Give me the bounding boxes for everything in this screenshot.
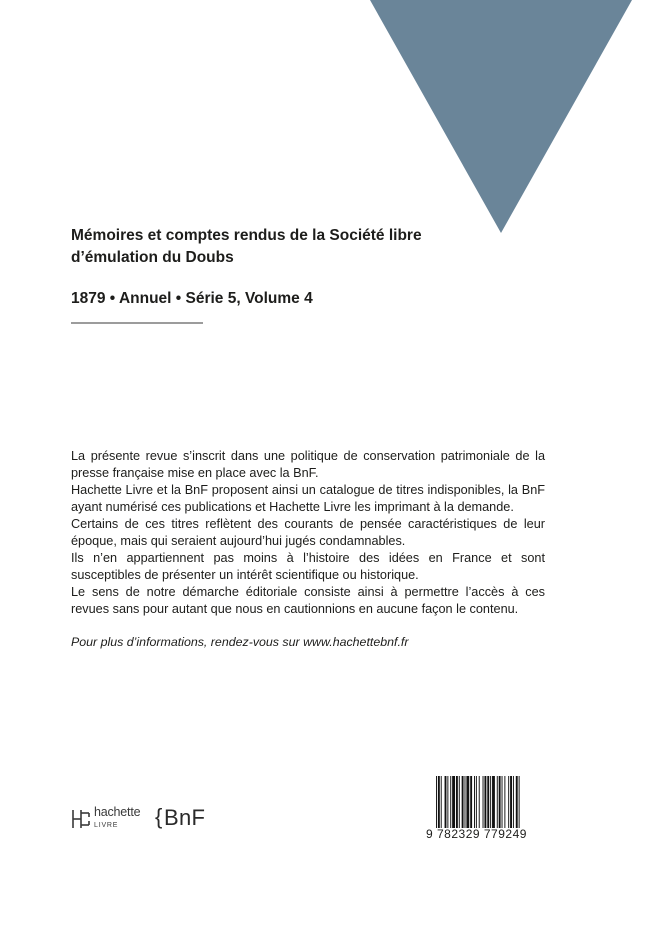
barcode-bar <box>508 776 509 828</box>
barcode-bar <box>499 776 501 828</box>
body-text <box>71 448 545 618</box>
barcode-bar <box>462 776 464 828</box>
issue-subtitle: 1879 • Annuel • Série 5, Volume 4 <box>71 290 313 307</box>
title-line-2: d’émulation du Doubs <box>71 249 234 266</box>
paragraph-1: La présente revue s’inscrit dans une politique de conservation patrimoniale de la presse française mise en place avec la BnF. <box>71 449 545 480</box>
barcode-bar <box>487 776 489 828</box>
barcode-bar <box>519 776 520 828</box>
decorative-triangle <box>370 0 632 233</box>
barcode-bar <box>450 776 451 828</box>
barcode-bar <box>452 776 455 828</box>
isbn-barcode <box>426 776 544 844</box>
barcode-bar <box>483 776 484 828</box>
paragraph-3: Certains de ces titres reflètent des courants de pensée caractéristiques de leur époque, mais qui seraient aujourd’hui jugés condamnables. <box>71 517 545 548</box>
publisher-logos <box>71 802 221 836</box>
barcode-digits: 9 782329 779249 <box>426 827 527 841</box>
barcode-bar <box>490 776 491 828</box>
barcode-bar <box>445 776 447 828</box>
info-line: Pour plus d’informations, rendez-vous sur www.hachettebnf.fr <box>71 635 409 649</box>
paragraph-4: Ils n’en appartiennent pas moins à l’histoire des idées en France et sont susceptibles de présenter un intérêt scientifique ou historique. <box>71 551 545 582</box>
barcode-bar <box>513 776 514 828</box>
barcode-bar <box>441 776 442 828</box>
barcode-bar <box>484 776 486 828</box>
barcode-bar <box>459 776 460 828</box>
barcode-bar <box>504 776 505 828</box>
barcode-bar <box>465 776 466 828</box>
paragraph-2: Hachette Livre et la BnF proposent ainsi un catalogue de titres indisponibles, la BnF ayant numérisé ces publications et Hachette Livre les imprimant à la demande. <box>71 483 545 514</box>
barcode-icon <box>436 776 544 828</box>
bnf-bracket-icon: { <box>155 804 163 829</box>
barcode-bar <box>438 776 440 828</box>
barcode-bar <box>497 776 498 828</box>
livre-logo-text: LIVRE <box>94 822 119 829</box>
page-title <box>71 225 591 269</box>
barcode-bar <box>479 776 480 828</box>
bnf-logo-text: BnF <box>164 805 206 830</box>
barcode-bar <box>456 776 458 828</box>
barcode-bar <box>476 776 477 828</box>
barcode-bar <box>492 776 495 828</box>
hachette-logo-icon <box>71 808 91 830</box>
barcode-bar <box>474 776 475 828</box>
barcode-bar <box>516 776 518 828</box>
barcode-bar <box>470 776 472 828</box>
divider-rule <box>71 322 203 324</box>
barcode-bar <box>502 776 503 828</box>
barcode-bar <box>447 776 448 828</box>
barcode-bar <box>466 776 469 828</box>
paragraph-5: Le sens de notre démarche éditoriale consiste ainsi à permettre l’accès à ces revues sans pour autant que nous en cautionnions en aucune façon le contenu. <box>71 585 545 616</box>
hachette-logo-text: hachette <box>94 805 141 819</box>
barcode-bar <box>436 776 437 828</box>
title-block <box>71 225 591 310</box>
barcode-bar <box>510 776 512 828</box>
title-line-1: Mémoires et comptes rendus de la Société libre <box>71 227 422 244</box>
